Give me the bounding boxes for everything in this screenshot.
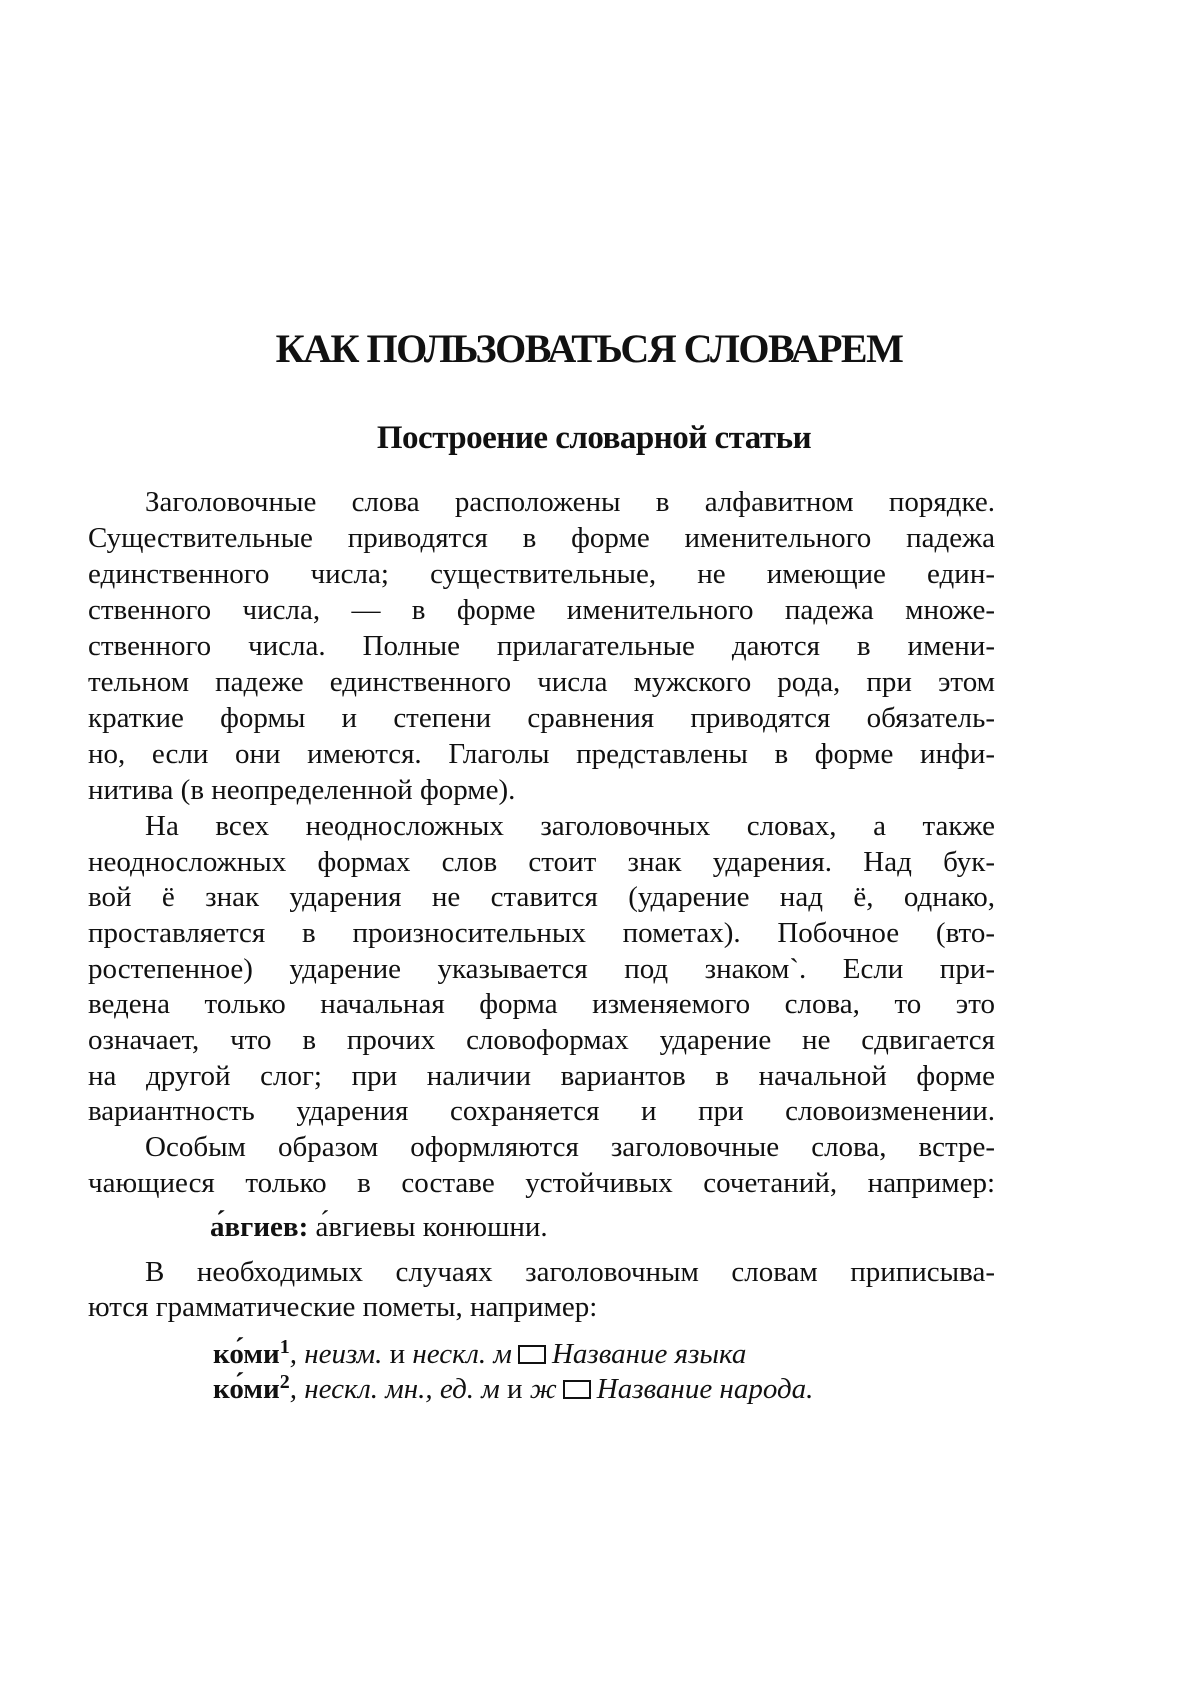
text-line: Существительные приводятся в форме именительного падежа xyxy=(88,522,995,554)
text-line: чающиеся только в составе устойчивых сочетаний, например: xyxy=(88,1167,995,1199)
text-line: тельном падеже единственного числа мужского рода, при этом xyxy=(88,666,995,698)
example-entry xyxy=(213,1372,813,1406)
text-line: означает, что в прочих словоформах ударение не сдвигается xyxy=(88,1024,995,1056)
text-line: нитива (в неопределенной форме). xyxy=(88,774,516,806)
conjunction: и xyxy=(382,1338,413,1370)
square-icon xyxy=(563,1380,591,1399)
text-line: Особым образом оформляются заголовочные слова, встре- xyxy=(145,1131,995,1163)
headword: ко́ми xyxy=(213,1373,280,1405)
grammar-marks: , неизм. xyxy=(289,1338,383,1370)
definition: Название народа. xyxy=(596,1373,814,1405)
text-line: вариантность ударения сохраняется и при словоизменении. xyxy=(88,1095,995,1127)
example-entry xyxy=(210,1210,548,1244)
square-icon xyxy=(518,1345,546,1364)
text-line: единственного числа; существительные, не имеющие един- xyxy=(88,558,995,590)
homonym-index: 2 xyxy=(279,1371,290,1393)
text-line: проставляется в произносительных пометах). Побочное (вто- xyxy=(88,917,995,949)
text-line: ростепенное) ударение указывается под знаком`. Если при- xyxy=(88,953,995,985)
text-line: ведена только начальная форма изменяемого слова, то это xyxy=(88,988,995,1020)
headword: а́вгиев: xyxy=(210,1211,309,1243)
section-title: Построение словарной статьи xyxy=(376,420,812,456)
text-line: на другой слог; при наличии вариантов в начальной форме xyxy=(88,1060,995,1092)
grammar-marks: , нескл. мн., ед. м xyxy=(289,1373,500,1405)
homonym-index: 1 xyxy=(279,1336,290,1358)
text-line: ственного числа. Полные прилагательные даются в имени- xyxy=(88,630,995,662)
page-title: КАК ПОЛЬЗОВАТЬСЯ СЛОВАРЕМ xyxy=(275,326,903,371)
text-line: В необходимых случаях заголовочным словам приписыва- xyxy=(145,1256,995,1288)
grammar-marks: нескл. м xyxy=(412,1338,512,1370)
conjunction: и xyxy=(499,1373,530,1405)
text-line: но, если они имеются. Глаголы представлены в форме инфи- xyxy=(88,738,995,770)
text-line: ственного числа, — в форме именительного падежа множе- xyxy=(88,594,995,626)
text-line: вой ё знак ударения не ставится (ударение над ё, однако, xyxy=(88,881,995,913)
text-line: Заголовочные слова расположены в алфавитном порядке. xyxy=(145,486,995,518)
definition: Название языка xyxy=(551,1338,747,1370)
grammar-marks: ж xyxy=(529,1373,557,1405)
text-line: ются грамматические пометы, например: xyxy=(88,1291,598,1323)
example-entry xyxy=(213,1337,746,1371)
text-line: неодносложных формах слов стоит знак ударения. Над бук- xyxy=(88,846,995,878)
headword: ко́ми xyxy=(213,1338,280,1370)
text-line: краткие формы и степени сравнения приводятся обязатель- xyxy=(88,702,995,734)
text-line: На всех неодносложных заголовочных словах, а также xyxy=(145,810,995,842)
example-text: а́вгиевы конюшни. xyxy=(308,1211,548,1243)
